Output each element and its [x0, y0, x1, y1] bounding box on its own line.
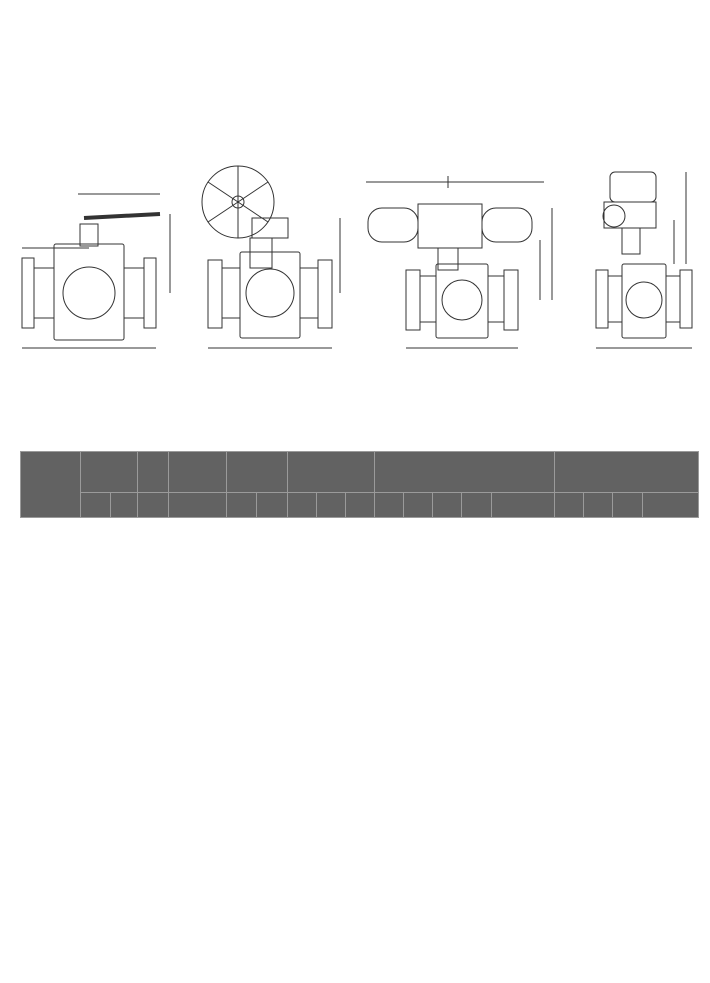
- subheader-cell: [257, 493, 287, 518]
- drawing-worm-gear: [202, 166, 340, 348]
- header-electric: [555, 452, 699, 493]
- company-logo: [14, 8, 18, 44]
- header-flange: [137, 452, 168, 493]
- subheader-cell: [110, 493, 137, 518]
- subheader-cell: [642, 493, 699, 518]
- header-worm: [287, 452, 374, 493]
- drawing-hand-operated: [22, 194, 170, 348]
- dimension-table: [20, 451, 699, 518]
- subheader-cell: [227, 493, 257, 518]
- subheader-cell: [584, 493, 613, 518]
- subheader-cell: [137, 493, 168, 518]
- subheader-cell: [287, 493, 316, 518]
- subheader-cell: [462, 493, 491, 518]
- drawing-pneumatic: [366, 176, 552, 348]
- subheader-cell: [555, 493, 584, 518]
- drawing-electric: [596, 172, 692, 348]
- header-pressure: [21, 452, 81, 518]
- subheader-cell: [613, 493, 642, 518]
- subheader-cell: [81, 493, 110, 518]
- technical-drawings: [10, 160, 700, 375]
- header-air: [374, 452, 554, 493]
- header-nominal: [81, 452, 137, 493]
- subheader-cell: [404, 493, 433, 518]
- subheader-cell: [491, 493, 554, 518]
- header-butt: [168, 452, 226, 493]
- subheader-cell: [433, 493, 462, 518]
- subheader-cell: [345, 493, 374, 518]
- subheader-cell: [374, 493, 403, 518]
- header-hand: [227, 452, 287, 493]
- subheader-cell: [316, 493, 345, 518]
- subheader-cell: [168, 493, 226, 518]
